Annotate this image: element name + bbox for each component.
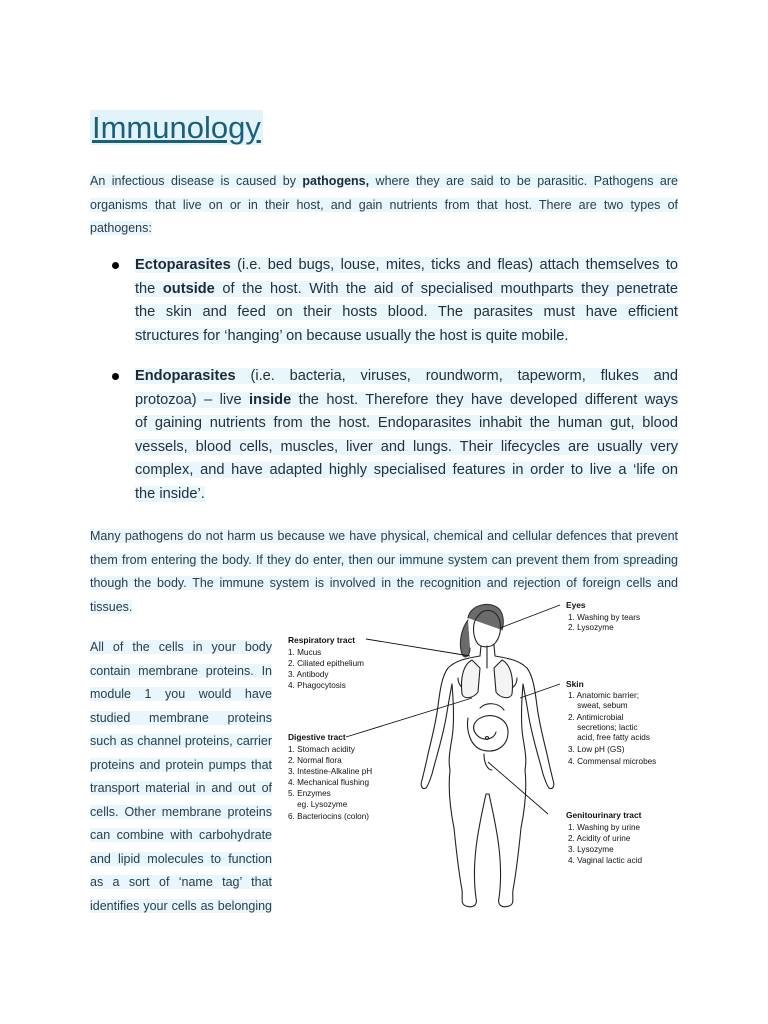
- skin-item-3: 2. Antimicrobial: [568, 713, 624, 722]
- bullet-2-line-1: Endoparasites (i.e. bacteria, viruses, roundworm, tapeworm, flukes and: [135, 368, 678, 384]
- para3-line-9: can combine with carbohydrate: [90, 828, 272, 842]
- genitourinary-heading: Genitourinary tract: [566, 810, 642, 820]
- eyes-heading: Eyes: [566, 600, 586, 610]
- bullet-1-line-1: Ectoparasites (i.e. bed bugs, louse, mites, ticks and fleas) attach themselves to: [135, 257, 678, 273]
- eyes-item-1: 1. Washing by tears: [568, 613, 641, 622]
- bullet-dot-1: [112, 262, 119, 269]
- bullet-ectoparasites: [135, 254, 678, 348]
- bullet-1-line-2: the outside of the host. With the aid of specialised mouthparts they penetrate: [135, 280, 678, 297]
- bullet-2-line-2: protozoa) – live inside the host. Therefore they have developed different ways: [135, 391, 678, 408]
- para3-line-6: proteins and protein pumps that: [90, 757, 272, 772]
- genitourinary-item-3: 3. Lysozyme: [568, 845, 614, 854]
- intro-paragraph: [90, 170, 678, 241]
- skin-item-2: sweat, sebum: [568, 701, 628, 710]
- bullet-1-line-4: structures for ‘hanging’ on because usually the host is quite mobile.: [135, 327, 569, 344]
- bullet-endoparasites: [135, 365, 678, 506]
- page-title: Immunology: [92, 110, 261, 145]
- skin-item-6: 3. Low pH (GS): [568, 745, 625, 754]
- para3-line-5: such as channel proteins, carrier: [90, 734, 272, 748]
- digestive-item-4: 4. Mechanical flushing: [288, 778, 370, 787]
- skin-item-5: acid, free fatty acids: [568, 733, 650, 742]
- intro-line-3: pathogens:: [90, 221, 152, 235]
- digestive-item-5: 5. Enzymes: [288, 789, 331, 798]
- para3-line-10: and lipid molecules to function: [90, 851, 272, 866]
- para2-line-3: though the body. The immune system is involved in the recognition and rejection of foreign cells and: [90, 576, 678, 590]
- digestive-item-2: 2. Normal flora: [288, 756, 342, 765]
- para3-line-2: contain membrane proteins. In: [90, 663, 272, 678]
- para3-line-3: module 1 you would have: [90, 687, 272, 701]
- digestive-item-7: 6. Bacteriocins (colon): [288, 812, 369, 821]
- bullet-dot-2: [112, 373, 119, 380]
- para3-line-8: cells. Other membrane proteins: [90, 804, 272, 819]
- digestive-heading: Digestive tract: [288, 732, 346, 742]
- para2-line-1: Many pathogens do not harm us because we have physical, chemical and cellular defences that prevent: [90, 529, 678, 543]
- para3-line-12: identifies your cells as belonging: [90, 898, 272, 913]
- respiratory-item-4: 4. Phagocytosis: [288, 681, 346, 690]
- para2-line-2: them from entering the body. If they do enter, then our immune system can prevent them from spreading: [90, 552, 678, 567]
- membrane-paragraph: [90, 636, 272, 918]
- digestive-item-6: eg. Lysozyme: [288, 800, 348, 809]
- genitourinary-item-4: 4. Vaginal lactic acid: [568, 856, 643, 865]
- skin-item-7: 4. Commensal microbes: [568, 757, 657, 766]
- bullet-2-line-4: vessels, blood cells, muscles, liver and lungs. Their lifecycles are usually very: [135, 438, 678, 455]
- skin-item-1: 1. Anatomic barrier;: [568, 691, 639, 700]
- para3-line-1: All of the cells in your body: [90, 640, 272, 654]
- genitourinary-item-1: 1. Washing by urine: [568, 823, 641, 832]
- bullet-2-line-3: of gaining nutrients from the host. Endoparasites inhabit the human gut, blood: [135, 415, 678, 431]
- para3-line-11: as a sort of ‘name tag’ that: [90, 875, 272, 889]
- respiratory-item-2: 2. Ciliated epithelium: [288, 659, 365, 668]
- skin-item-4: secretions; lactic: [568, 723, 638, 732]
- para2-line-4: tissues.: [90, 599, 133, 614]
- para3-line-4: studied membrane proteins: [90, 710, 272, 725]
- digestive-item-3: 3. Intestine-Alkaline pH: [288, 767, 373, 776]
- bullet-2-line-6: the inside’.: [135, 485, 205, 502]
- body-defences-diagram: [282, 598, 680, 914]
- intro-line-2: organisms that live on or in their host, and gain nutrients from that host. There are two types of: [90, 197, 678, 212]
- respiratory-item-1: 1. Mucus: [288, 648, 322, 657]
- eyes-item-2: 2. Lysozyme: [568, 623, 614, 632]
- intro-line-1: An infectious disease is caused by pathogens, where they are said to be parasitic. Pathogens are: [90, 174, 678, 188]
- genitourinary-item-2: 2. Acidity of urine: [568, 834, 631, 843]
- para3-line-7: transport material in and out of: [90, 781, 272, 795]
- digestive-item-1: 1. Stomach acidity: [288, 745, 355, 754]
- respiratory-heading: Respiratory tract: [288, 635, 356, 645]
- skin-heading: Skin: [566, 679, 584, 689]
- bullet-2-line-5: complex, and have adapted highly specialised features in order to live a ‘life on: [135, 462, 678, 478]
- bullet-1-line-3: the skin and feed on their hosts blood. The parasites must have efficient: [135, 304, 678, 320]
- respiratory-item-3: 3. Antibody: [288, 670, 329, 679]
